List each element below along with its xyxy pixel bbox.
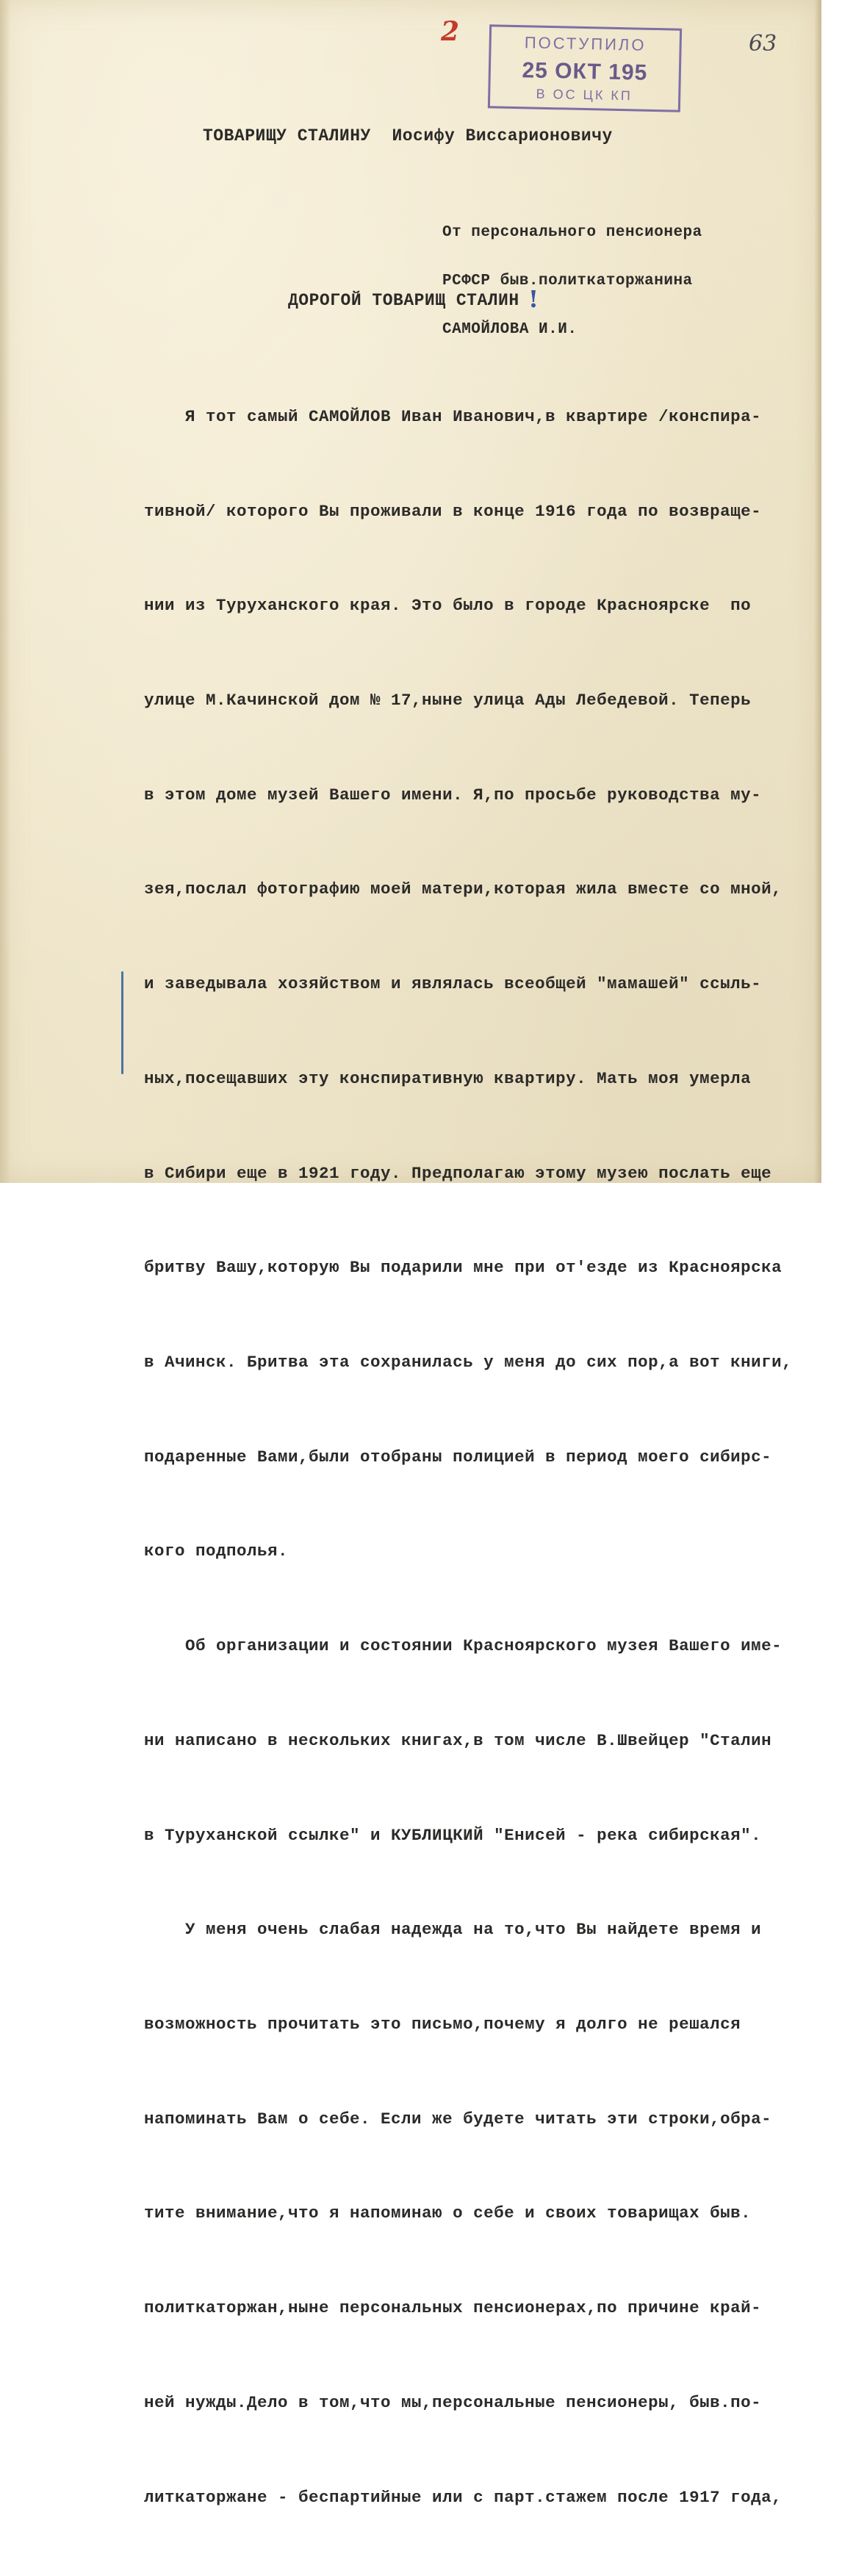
page-edge-left — [0, 0, 10, 1183]
body-line: в Ачинск. Бритва эта сохранилась у меня до сих пор,а вот книги, — [144, 1353, 793, 1372]
body-line: в Сибири еще в 1921 году. Предполагаю этому музею послать еще — [144, 1163, 772, 1183]
stamp-date: 25 ОКТ 195 — [522, 58, 648, 85]
body-line: ных,посещавших эту конспиративную квартиру. Мать моя умерла — [144, 1068, 752, 1088]
body-line: тите внимание,что я напоминаю о себе и своих товарищах быв. — [144, 2203, 752, 2223]
body-line: У меня очень слабая надежда на то,что Вы найдете время и — [144, 1920, 762, 1940]
body-line: ней нужды.Дело в том,что мы,персональные пенсионеры, быв.по- — [144, 2392, 762, 2412]
body-line: улице М.Качинской дом № 17,ныне улица Ады Лебедевой. Теперь — [144, 690, 752, 710]
sender-line: РСФСР быв.политкаторжанина — [442, 273, 693, 289]
body-line: ни написано в нескольких книгах,в том числе В.Швейцер "Сталин — [144, 1730, 772, 1750]
body-line: кого подполья. — [144, 1541, 289, 1561]
body-line: литкаторжане - беспартийные или с парт.стажем после 1917 года, — [144, 2487, 782, 2507]
body-line: тивной/ которого Вы проживали в конце 1916 года по возвраще- — [144, 501, 762, 521]
received-stamp — [488, 24, 682, 112]
stamp-line-1: ПОСТУПИЛО — [524, 33, 647, 54]
letter-body — [144, 338, 792, 2576]
pencil-exclamation-mark: ! — [528, 285, 539, 313]
sender-line: САМОЙЛОВА И.И. — [442, 321, 577, 338]
stamp-line-3: В ОС ЦК КП — [536, 86, 633, 104]
body-line: в этом доме музей Вашего имени. Я,по просьбе руководства му- — [144, 785, 762, 805]
addressee-line: ТОВАРИЩУ СТАЛИНУ Иосифу Виссарионовичу — [203, 126, 613, 145]
body-line: напоминать Вам о себе. Если же будете читать эти строки,обра- — [144, 2109, 772, 2129]
red-pencil-mark: 2 — [441, 16, 460, 47]
body-line: подаренные Вами,были отобраны полицией в период моего сибирс- — [144, 1447, 772, 1467]
sender-line: От персонального пенсионера — [442, 224, 702, 241]
body-line: в Туруханской ссылке" и КУБЛИЦКИЙ "Енисей - река сибирская". — [144, 1825, 762, 1845]
page-number: 63 — [749, 31, 777, 57]
body-line: политкаторжан,ныне персональных пенсионерах,по причине край- — [144, 2298, 762, 2318]
body-line: нии из Туруханского края. Это было в городе Красноярске по — [144, 596, 752, 616]
body-line: возможность прочитать это письмо,почему я долго не решался — [144, 2015, 741, 2034]
body-line: Об организации и состоянии Красноярского музея Вашего име- — [144, 1636, 782, 1656]
body-line: Я тот самый САМОЙЛОВ Иван Иванович,в квартире /конспира- — [144, 406, 762, 426]
body-line: бритву Вашу,которую Вы подарили мне при от'езде из Красноярска — [144, 1258, 782, 1278]
page-edge-right — [814, 0, 821, 1183]
body-line: зея,послал фотографию моей матери,которая жила вместе со мной, — [144, 879, 782, 899]
body-line: и заведывала хозяйством и являлась всеобщей "мамашей" ссыль- — [144, 974, 762, 994]
blue-pencil-margin-line — [121, 971, 123, 1074]
salutation: ДОРОГОЙ ТОВАРИЩ СТАЛИН — [288, 291, 519, 310]
